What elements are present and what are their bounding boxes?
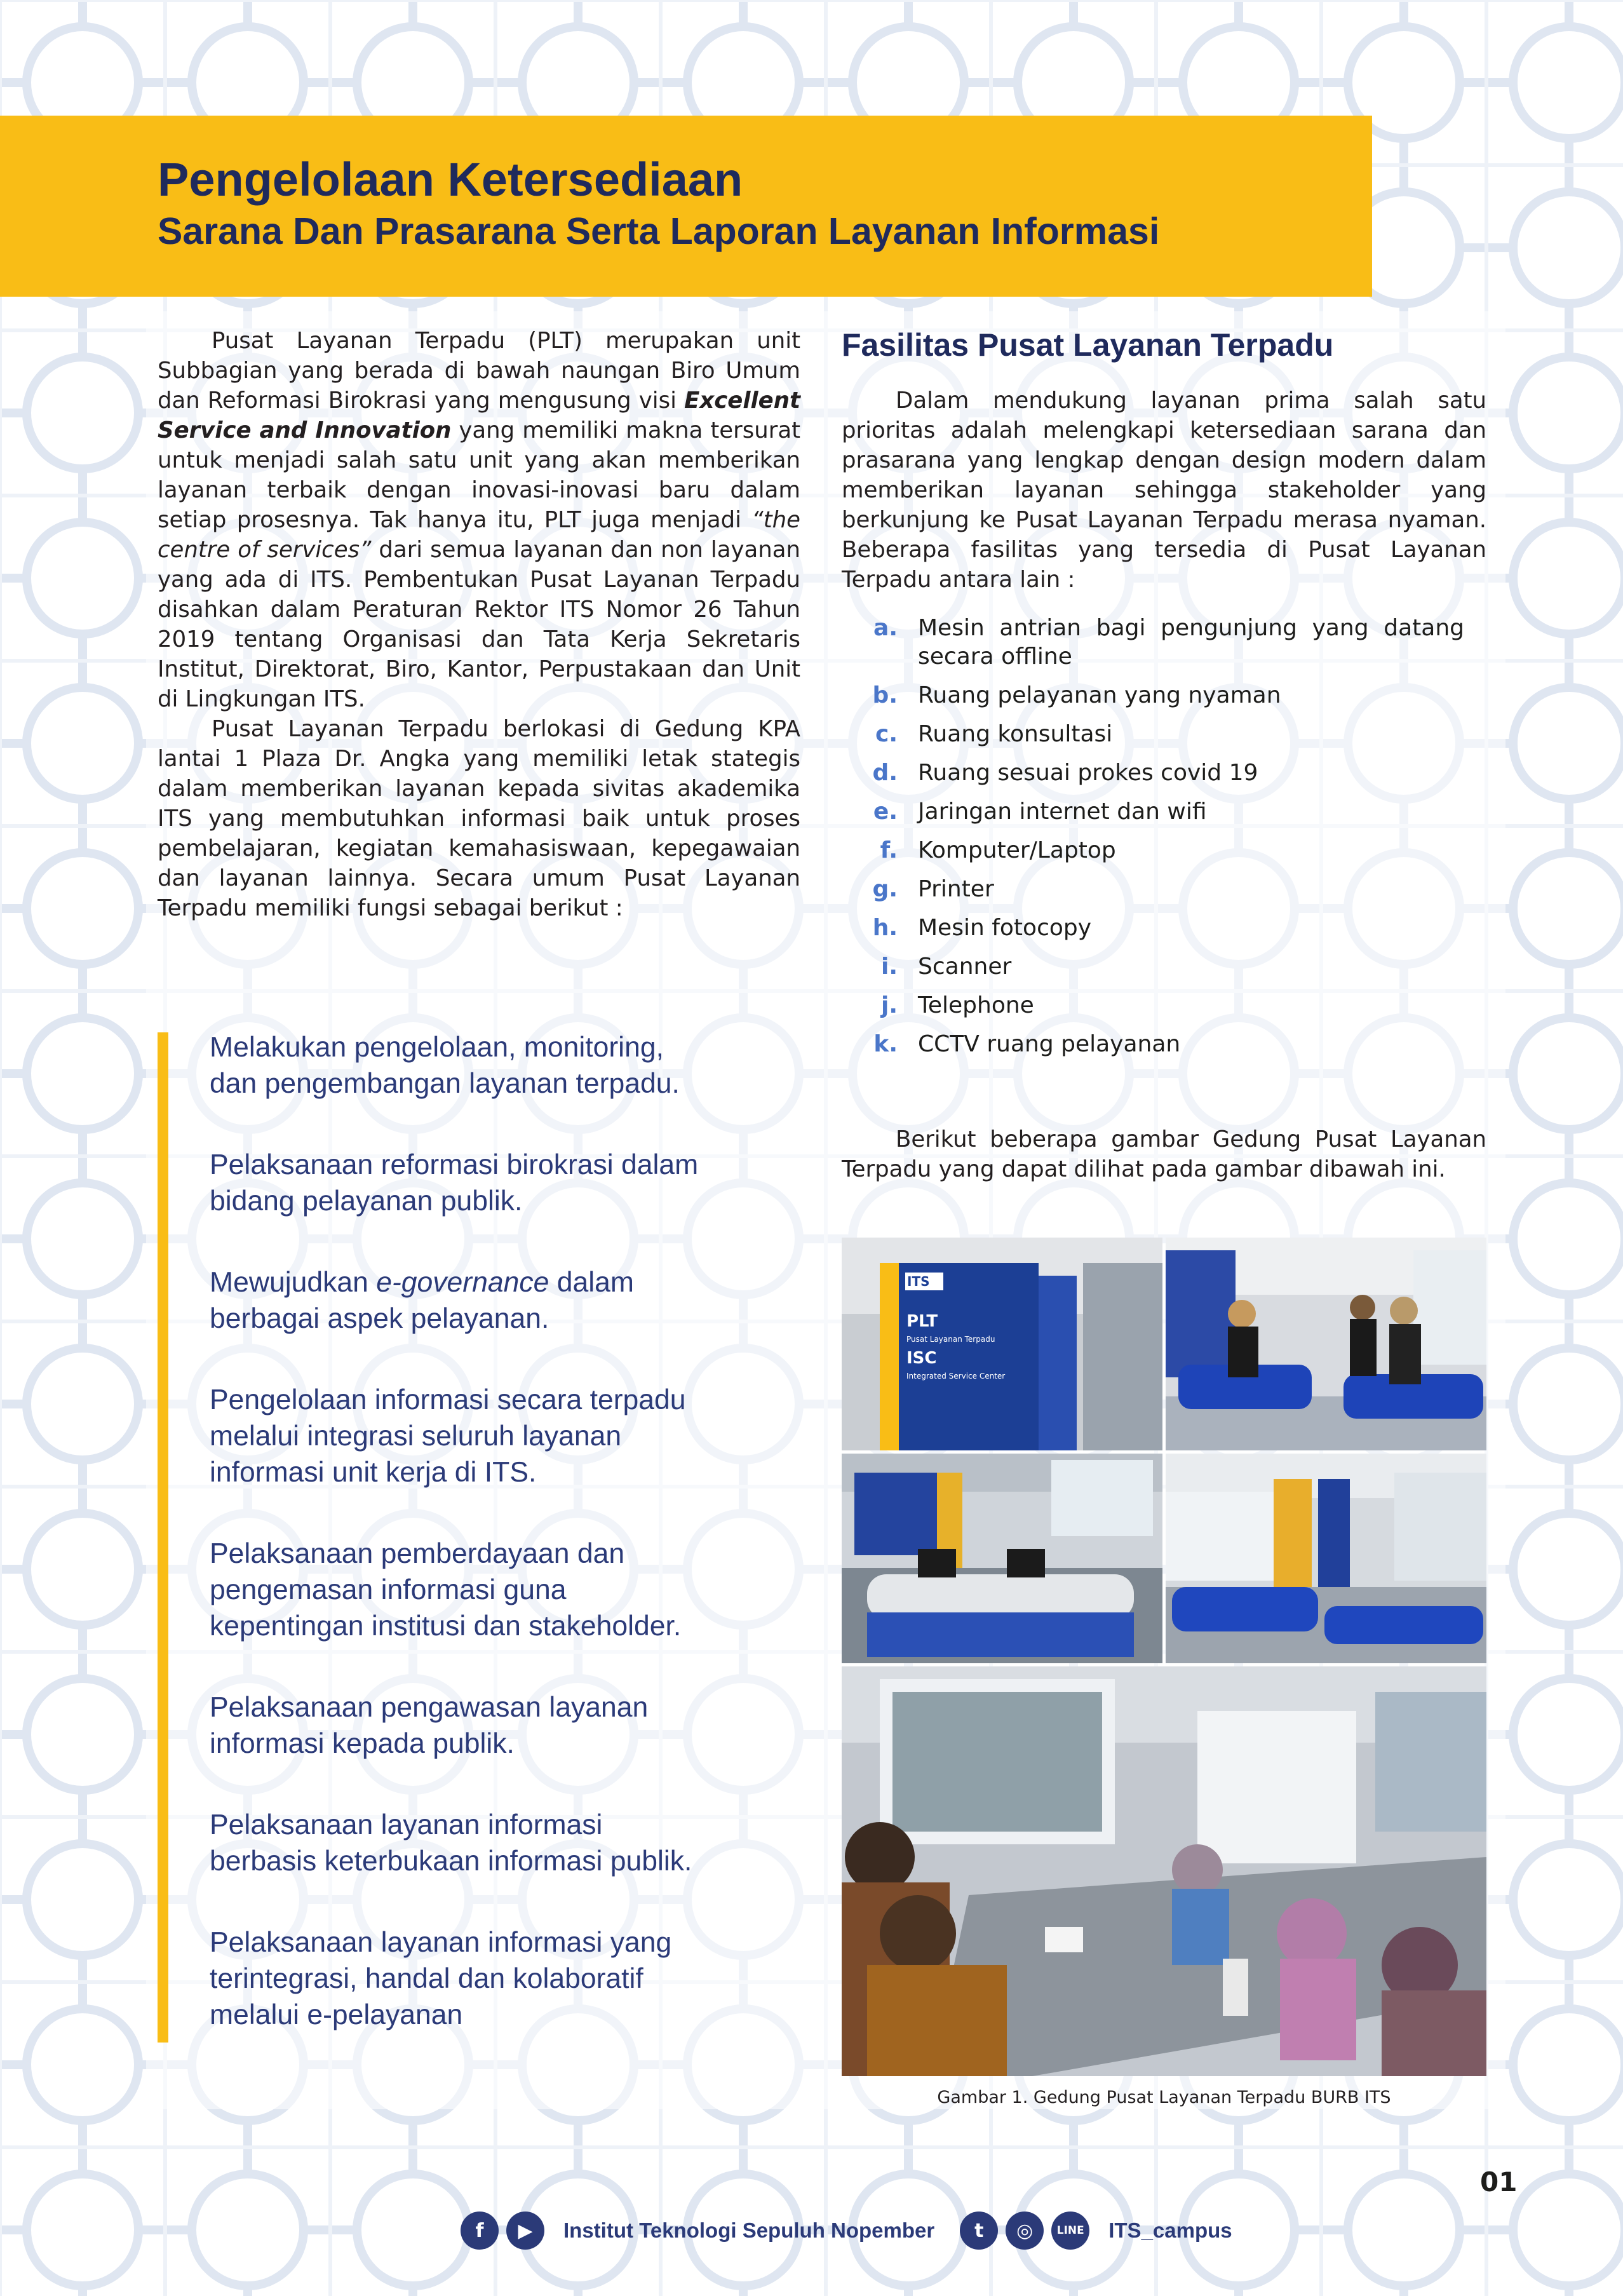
line-icon[interactable]: LINE <box>1051 2212 1089 2250</box>
page-number: 01 <box>1480 2166 1518 2198</box>
list-item: f. Komputer/Laptop <box>880 837 1116 863</box>
list-item: c. Ruang konsultasi <box>875 721 1113 747</box>
f3-text-a: Mewujudkan <box>210 1267 377 1298</box>
figure-caption: Gambar 1. Gedung Pusat Layanan Terpadu BURB ITS <box>937 2088 1391 2107</box>
intro-paragraph-1 <box>158 326 800 714</box>
p1-text-a: Pusat Layanan Terpadu (PLT) merupakan unit Subbagian yang berada di bawah naungan Biro Umum dan Reformasi Birokrasi yang mengusung visi <box>158 328 800 414</box>
function-item-4: Pengelolaan informasi secara terpadu melalui integrasi seluruh layanan informasi unit kerja di ITS. <box>210 1384 686 1488</box>
facebook-icon[interactable]: f <box>461 2212 499 2250</box>
function-item-1: Melakukan pengelolaan, monitoring, dan pengembangan layanan terpadu. <box>210 1032 680 1099</box>
list-item: i. Scanner <box>880 954 1012 980</box>
facilities-heading: Fasilitas Pusat Layanan Terpadu <box>842 327 1334 363</box>
sign-isc-sub-text: Integrated Service Center <box>906 1372 1006 1381</box>
footer <box>461 2210 1258 2252</box>
footer-institution: Institut Teknologi Sepuluh Nopember <box>563 2218 935 2242</box>
list-item: j. Telephone <box>880 992 1034 1018</box>
list-item: e. Jaringan internet dan wifi <box>873 799 1207 825</box>
instagram-icon[interactable]: ◎ <box>1006 2212 1044 2250</box>
function-item-2: Pelaksanaan reformasi birokrasi dalam bidang pelayanan publik. <box>210 1149 699 1217</box>
sign-its-text: ITS <box>907 1274 930 1289</box>
list-item: g. Printer <box>872 876 994 902</box>
function-item-8: Pelaksanaan layanan informasi yang terintegrasi, handal dan kolaboratif melalui e-pelayanan <box>210 1927 672 2030</box>
facilities-column <box>842 326 1486 1184</box>
f3-text-b: dalam berbagai aspek pelayanan. <box>210 1267 634 1334</box>
photo-service-counter <box>842 1454 1162 1663</box>
sign-plt-sub-text: Pusat Layanan Terpadu <box>906 1335 995 1344</box>
functions-accent-bar <box>158 1032 168 2043</box>
photo-interior-lounge <box>1166 1454 1486 1663</box>
footer-handle: ITS_campus <box>1108 2218 1232 2242</box>
list-item: b. Ruang pelayanan yang nyaman <box>872 682 1281 708</box>
page-title: Pengelolaan Ketersediaan <box>158 153 743 206</box>
centre-of-services-text: “the centre of services” <box>158 507 800 563</box>
facilities-intro: Dalam mendukung layanan prima salah satu prioritas adalah melengkapi ketersediaan sarana dan prasarana yang lengkap dengan design modern dalam memberikan layanan sehingga stakeholder yang berkunjung ke Pusat Layanan Terpadu merasa nyaman. Beberapa fasilitas yang tersedia di Pusat Layanan Terpadu antara lain : <box>842 388 1486 593</box>
photos-intro: Berikut beberapa gambar Gedung Pusat Layanan Terpadu yang dapat dilihat pada gambar dibawah ini. <box>842 1126 1486 1182</box>
facilities-list <box>842 614 1486 1058</box>
e-governance-text: e-governance <box>376 1267 549 1298</box>
youtube-icon[interactable]: ▶ <box>506 2212 544 2250</box>
intro-text-column <box>158 326 800 923</box>
sign-isc-text: ISC <box>906 1349 937 1368</box>
list-item: d. Ruang sesuai prokes covid 19 <box>872 760 1258 786</box>
photo-collage <box>842 1238 1486 2076</box>
intro-paragraph-2: Pusat Layanan Terpadu berlokasi di Gedung KPA lantai 1 Plaza Dr. Angka yang memiliki letak stategis dalam memberikan layanan kepada sivitas akademika ITS yang membutuhkan informasi baik untuk proses pembelajaran, kegiatan kemahasiswaan, kepegawaian dan layanan lainnya. Secara umum Pusat Layanan Terpadu memiliki fungsi sebagai berikut : <box>158 716 800 921</box>
functions-list <box>210 1029 781 2078</box>
twitter-icon[interactable]: t <box>960 2212 998 2250</box>
vision-text: Excellent Service and Innovation <box>158 388 800 443</box>
list-item: k. CCTV ruang pelayanan <box>873 1031 1181 1057</box>
p1-text-c: dari semua layanan dan non layanan yang ada di ITS. Pembentukan Pusat Layanan Terpadu disahkan dalam Peraturan Rektor ITS Nomor 26 Tahun 2019 tentang Organisasi dan Tata Kerja Sekretaris Institut, Direktorat, Biro, Kantor, Perpustakaan dan Unit di Lingkungan ITS. <box>158 537 800 712</box>
p1-text-b: yang memiliki makna tersurat untuk menjadi salah satu unit yang akan memberikan layanan terbaik dengan inovasi-inovasi baru dalam setiap prosesnya. Tak hanya itu, PLT juga menjadi <box>158 417 801 533</box>
list-item: a. Mesin antrian bagi pengunjung yang datang secara offline <box>873 615 1464 670</box>
function-item-3 <box>210 1264 781 1337</box>
photo-meeting <box>842 1666 1486 2076</box>
function-item-5: Pelaksanaan pemberdayaan dan pengemasan informasi guna kepentingan institusi dan stakeholder. <box>210 1538 682 1642</box>
function-item-7: Pelaksanaan layanan informasi berbasis keterbukaan informasi publik. <box>210 1809 692 1877</box>
list-item: h. Mesin fotocopy <box>872 915 1092 941</box>
page-subtitle: Sarana Dan Prasarana Serta Laporan Layanan Informasi <box>158 210 1160 252</box>
photo-lounge-visitors <box>1166 1238 1486 1450</box>
sign-plt-text: PLT <box>906 1312 938 1331</box>
photo-plt-sign <box>842 1238 1162 1450</box>
function-item-6: Pelaksanaan pengawasan layanan informasi kepada publik. <box>210 1692 649 1759</box>
